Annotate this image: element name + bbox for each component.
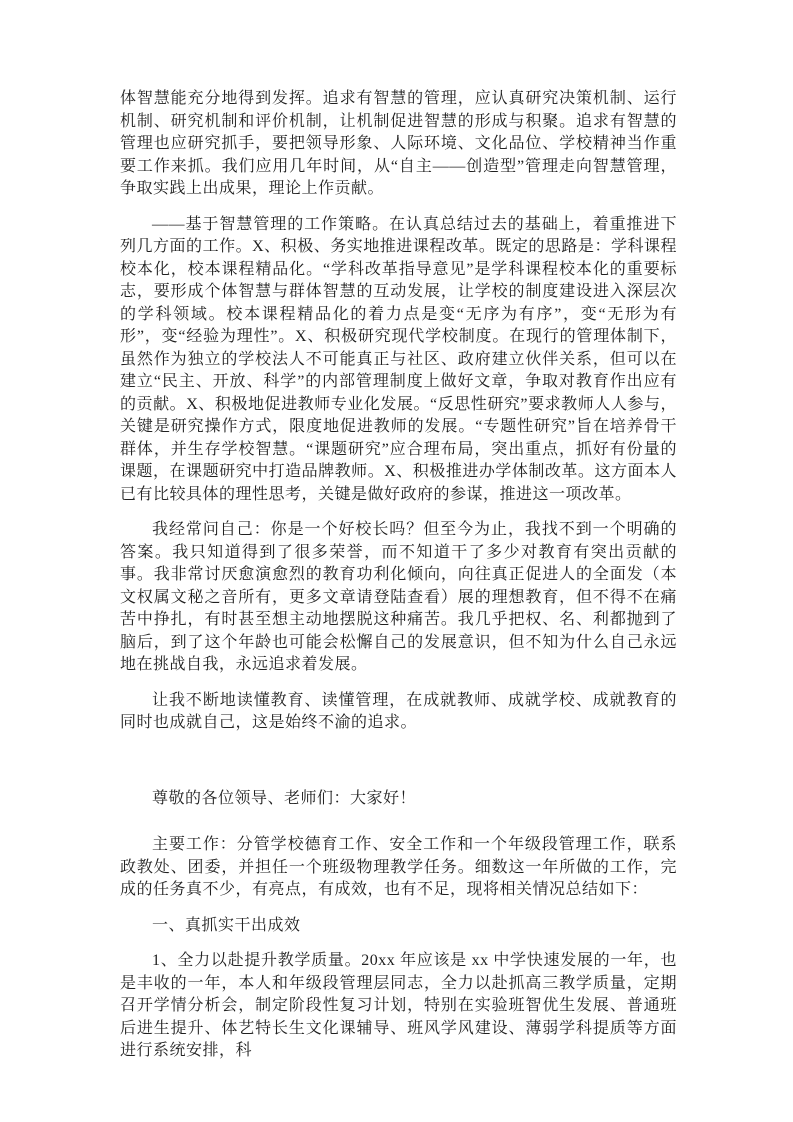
paragraph-teaching-quality: 1、全力以赴提升教学质量。20xx 年应该是 xx 中学快速发展的一年，也是丰收的一年，本人和年级段管理层同志，全力以赴抓高三教学质量，定期召开学情分析会，制定阶段性复习计划，特别在实验班智优生发展、普通班后进生提升、体艺特长生文化课辅导、班风学风建设、薄弱学科提质等方面进行系统安排，科	[120, 952, 677, 1059]
paragraph-self-questioning: 我经常问自己：你是一个好校长吗？但至今为止，我找不到一个明确的答案。我只知道得到了很多荣誉，而不知道干了多少对教育有突出贡献的事。我非常讨厌愈演愈烈的教育功利化倾向，向往真正促进人的全面发（本文权属文秘之音所有，更多文章请登陆查看）展的理想教育，但不得不在痛苦中挣扎，有时甚至想主动地摆脱这种痛苦。我几乎把权、名、利都抛到了脑后，到了这个年龄也可能会松懈自己的发展意识，但不知为什么自己永远地在挑战自我，永远追求着发展。	[120, 521, 677, 673]
paragraph-work-strategy: ——基于智慧管理的工作策略。在认真总结过去的基础上，着重推进下列几方面的工作。X、积极、务实地推进课程改革。既定的思路是：学科课程校本化，校本课程精品化。“学科改革指导意见”是学科课程校本化的重要标志，要形成个体智慧与群体智慧的互动发展，让学校的制度建设进入深层次的学科领域。校本课程精品化的着力点是变“无序为有序”，变“无形为有形”，变“经验为理性”。X、积极研究现代学校制度。在现行的管理体制下，虽然作为独立的学校法人不可能真正与社区、政府建立伙伴关系，但可以在建立“民主、开放、科学”的内部管理制度上做好文章，争取对教育作出应有的贡献。X、积极地促进教师专业化发展。“反思性研究”要求教师人人参与，关键是研究操作方式，限度地促进教师的发展。“专题性研究”旨在培养骨干群体，并生存学校智慧。“课题研究”应合理布局，突出重点，抓好有份量的课题，在课题研究中打造品牌教师。X、积极推进办学体制改革。这方面本人已有比较具体的理性思考，关键是做好政府的参谋，推进这一项改革。	[120, 215, 677, 503]
document-body	[120, 88, 677, 1076]
section-heading-achievements: 一、真抓实干出成效	[152, 916, 301, 934]
greeting-line: 尊敬的各位领导、老师们：大家好！	[152, 789, 417, 807]
paragraph-main-duties: 主要工作：分管学校德育工作、安全工作和一个年级段管理工作，联系政教处、团委，并担任一个班级物理教学任务。细数这一年所做的工作，完成的任务真不少，有亮点，有成效，也有不足，现将相关情况总结如下：	[120, 836, 677, 898]
paragraph-wisdom-management-continuation: 体智慧能充分地得到发挥。追求有智慧的管理，应认真研究决策机制、运行机制、研究机制和评价机制，让机制促进智慧的形成与积聚。追求有智慧的管理也应研究抓手，要把领导形象、人际环境、文化品位、学校精神当作重要工作来抓。我们应用几年时间，从“自主——创造型”管理走向智慧管理，争取实践上出成果，理论上作贡献。	[120, 90, 677, 197]
paragraph-lifelong-pursuit: 让我不断地读懂教育、读懂管理，在成就教师、成就学校、成就教育的同时也成就自己，这是始终不渝的追求。	[120, 691, 677, 731]
